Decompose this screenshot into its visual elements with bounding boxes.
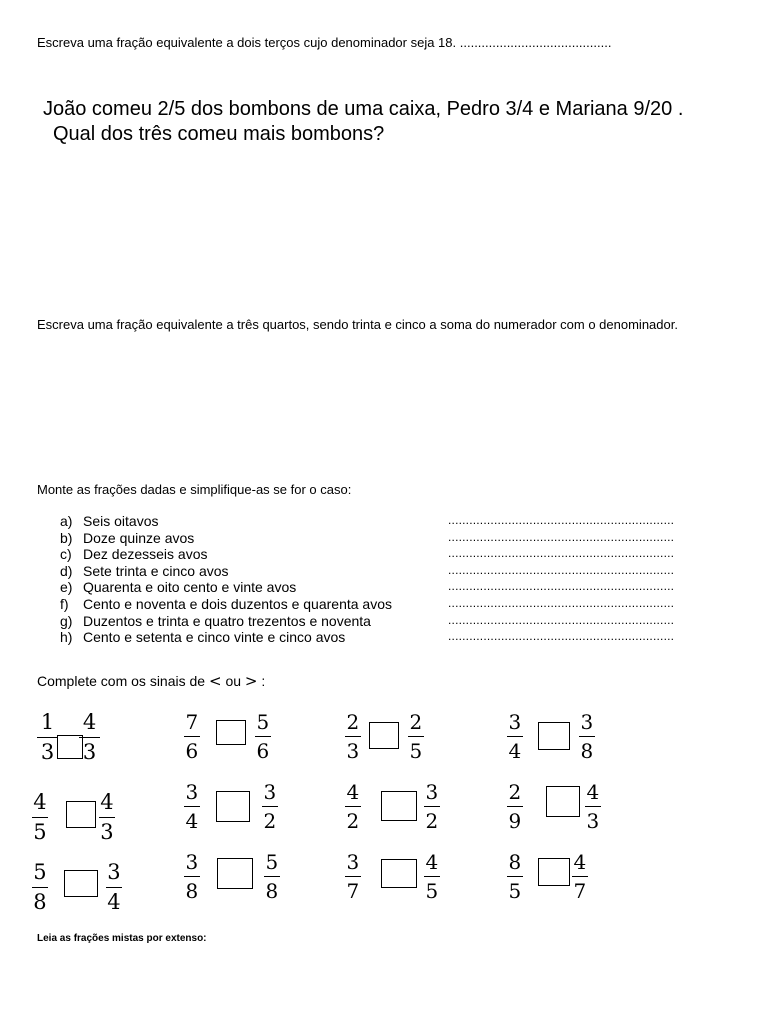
- question-equivalent-two-thirds: Escreva uma fração equivalente a dois terços cujo denominador seja 18. ..........................................: [37, 35, 612, 50]
- question-bombons-line-2: Qual dos três comeu mais bombons?: [53, 123, 385, 145]
- fraction-bar: [255, 736, 271, 737]
- denominator: 3: [82, 740, 97, 765]
- left-fraction: [507, 782, 523, 831]
- denominator: 6: [185, 738, 199, 763]
- fraction-bar: [585, 806, 601, 807]
- numerator: 2: [508, 780, 522, 804]
- answer-dotted-line: ................................................................: [448, 529, 675, 544]
- list-item-letter: e): [60, 579, 73, 596]
- answer-box[interactable]: [369, 722, 399, 749]
- numerator: 5: [256, 710, 270, 734]
- numerator: 5: [33, 860, 47, 884]
- numerator: 2: [346, 710, 360, 734]
- fraction-bar: [345, 806, 361, 807]
- answer-box[interactable]: [538, 858, 570, 886]
- denominator: 2: [346, 808, 360, 833]
- fraction-bar: [408, 736, 424, 737]
- numerator: 4: [586, 780, 600, 804]
- list-item: [60, 513, 720, 530]
- numerator: 4: [573, 850, 587, 874]
- list-item-letter: d): [60, 562, 73, 579]
- left-fraction: [345, 782, 361, 831]
- denominator: 8: [580, 738, 594, 763]
- numerator: 3: [508, 710, 522, 734]
- list-item-text: Dez dezesseis avos: [83, 546, 208, 563]
- answer-box[interactable]: [216, 791, 250, 822]
- answer-box[interactable]: [64, 870, 98, 897]
- right-fraction: [424, 852, 440, 901]
- denominator: 8: [33, 889, 47, 914]
- right-fraction: [585, 782, 601, 831]
- numerator: 3: [263, 780, 277, 804]
- fraction-bar: [37, 737, 58, 738]
- left-fraction: [184, 782, 200, 831]
- answer-box[interactable]: [538, 722, 570, 750]
- numerator: 3: [185, 850, 199, 874]
- fraction-bar: [507, 876, 523, 877]
- fraction-bar: [579, 736, 595, 737]
- list-item: [60, 546, 720, 563]
- right-fraction: [579, 712, 595, 761]
- denominator: 3: [100, 819, 114, 844]
- left-fraction: [32, 862, 48, 913]
- denominator: 3: [40, 740, 55, 765]
- list-item: [60, 563, 720, 580]
- denominator: 3: [346, 738, 360, 763]
- list-item-text: Quarenta e oito cento e vinte avos: [83, 579, 297, 596]
- denominator: 5: [409, 738, 423, 763]
- fraction-bar: [572, 876, 588, 877]
- fraction-bar: [507, 806, 523, 807]
- list-item: [60, 613, 720, 630]
- numerator: 4: [425, 850, 439, 874]
- right-fraction: [408, 712, 424, 761]
- left-fraction: [184, 712, 200, 761]
- fraction-word-list: [60, 513, 720, 646]
- fraction-bar: [264, 876, 280, 877]
- instruction-colon: :: [261, 673, 266, 689]
- list-item-text: Doze quinze avos: [83, 529, 195, 546]
- left-fraction: [37, 712, 58, 763]
- list-item: [60, 629, 720, 646]
- fraction-bar: [79, 737, 100, 738]
- numerator: 1: [40, 710, 55, 734]
- left-fraction: [345, 852, 361, 901]
- fraction-bar: [32, 887, 48, 888]
- list-item: [60, 530, 720, 547]
- denominator: 8: [265, 878, 279, 903]
- list-item: [60, 596, 720, 613]
- answer-dotted-line: ................................................................: [448, 562, 675, 577]
- denominator: 4: [185, 808, 199, 833]
- denominator: 4: [107, 889, 121, 914]
- list-item-letter: f): [60, 595, 69, 612]
- numerator: 4: [346, 780, 360, 804]
- list-item-letter: a): [60, 513, 73, 529]
- left-fraction: [507, 852, 523, 901]
- list-item-letter: h): [60, 629, 73, 646]
- numerator: 4: [82, 710, 97, 734]
- right-fraction: [79, 712, 100, 763]
- right-fraction: [99, 792, 115, 843]
- answer-dotted-line: ................................................................: [448, 579, 675, 594]
- mixed-fractions-instruction: Leia as frações mistas por extenso:: [37, 933, 207, 944]
- question-compare-fractions: [37, 672, 265, 690]
- greater-than-symbol: >: [244, 672, 258, 690]
- question-bombons: [43, 97, 743, 147]
- fraction-bar: [345, 876, 361, 877]
- numerator: 4: [100, 790, 114, 814]
- fraction-bar: [262, 806, 278, 807]
- fraction-bar: [106, 887, 122, 888]
- denominator: 5: [425, 878, 439, 903]
- denominator: 5: [33, 819, 47, 844]
- answer-dotted-line: ................................................................: [448, 595, 675, 610]
- right-fraction: [264, 852, 280, 901]
- answer-box[interactable]: [381, 859, 417, 888]
- numerator: 3: [107, 860, 121, 884]
- answer-dotted-line: ................................................................: [448, 612, 675, 627]
- denominator: 2: [425, 808, 439, 833]
- fraction-bar: [507, 736, 523, 737]
- answer-box[interactable]: [217, 858, 253, 889]
- fraction-bar: [424, 876, 440, 877]
- fraction-bar: [32, 817, 48, 818]
- list-item-letter: c): [60, 546, 72, 563]
- denominator: 4: [508, 738, 522, 763]
- right-fraction: [262, 782, 278, 831]
- numerator: 2: [409, 710, 423, 734]
- answer-box[interactable]: [546, 786, 580, 817]
- left-fraction: [32, 792, 48, 843]
- question-bombons-line-1: João comeu 2/5 dos bombons de uma caixa, Pedro 3/4 e Mariana 9/20 .: [43, 98, 684, 120]
- list-item-text: Cento e noventa e dois duzentos e quarenta avos: [83, 595, 392, 612]
- answer-dotted-line: ................................................................: [448, 546, 675, 561]
- list-item-letter: g): [60, 612, 73, 629]
- answer-box[interactable]: [381, 791, 417, 821]
- numerator: 3: [346, 850, 360, 874]
- list-item-text: Sete trinta e cinco avos: [83, 562, 229, 579]
- right-fraction: [255, 712, 271, 761]
- answer-dotted-line: ................................................................: [448, 513, 675, 527]
- question-equivalent-three-quarters: Escreva uma fração equivalente a três quartos, sendo trinta e cinco a soma do numerador com o denominador.: [37, 317, 678, 332]
- fraction-bar: [99, 817, 115, 818]
- fraction-bar: [184, 736, 200, 737]
- denominator: 3: [586, 808, 600, 833]
- denominator: 5: [508, 878, 522, 903]
- denominator: 7: [573, 878, 587, 903]
- left-fraction: [507, 712, 523, 761]
- answer-dotted-line: ................................................................: [448, 629, 675, 644]
- numerator: 4: [33, 790, 47, 814]
- right-fraction: [572, 852, 588, 901]
- answer-box[interactable]: [216, 720, 246, 745]
- denominator: 6: [256, 738, 270, 763]
- numerator: 5: [265, 850, 279, 874]
- left-fraction: [345, 712, 361, 761]
- denominator: 7: [346, 878, 360, 903]
- list-item-letter: b): [60, 529, 73, 546]
- compare-instruction: Complete com os sinais de: [37, 673, 206, 689]
- list-item: [60, 579, 720, 596]
- numerator: 3: [580, 710, 594, 734]
- question-build-fractions: Monte as frações dadas e simplifique-as se for o caso:: [37, 482, 352, 497]
- denominator: 8: [185, 878, 199, 903]
- fraction-bar: [424, 806, 440, 807]
- answer-box[interactable]: [66, 801, 96, 828]
- list-item-text: Seis oitavos: [83, 513, 159, 529]
- right-fraction: [106, 862, 122, 913]
- right-fraction: [424, 782, 440, 831]
- less-than-symbol: <: [208, 672, 222, 690]
- list-item-text: Duzentos e trinta e quatro trezentos e noventa: [83, 612, 371, 629]
- numerator: 7: [185, 710, 199, 734]
- fraction-bar: [184, 876, 200, 877]
- numerator: 8: [508, 850, 522, 874]
- denominator: 9: [508, 808, 522, 833]
- numerator: 3: [425, 780, 439, 804]
- list-item-text: Cento e setenta e cinco vinte e cinco avos: [83, 629, 346, 646]
- fraction-bar: [184, 806, 200, 807]
- denominator: 2: [263, 808, 277, 833]
- left-fraction: [184, 852, 200, 901]
- or-word: ou: [225, 673, 242, 689]
- fraction-bar: [345, 736, 361, 737]
- numerator: 3: [185, 780, 199, 804]
